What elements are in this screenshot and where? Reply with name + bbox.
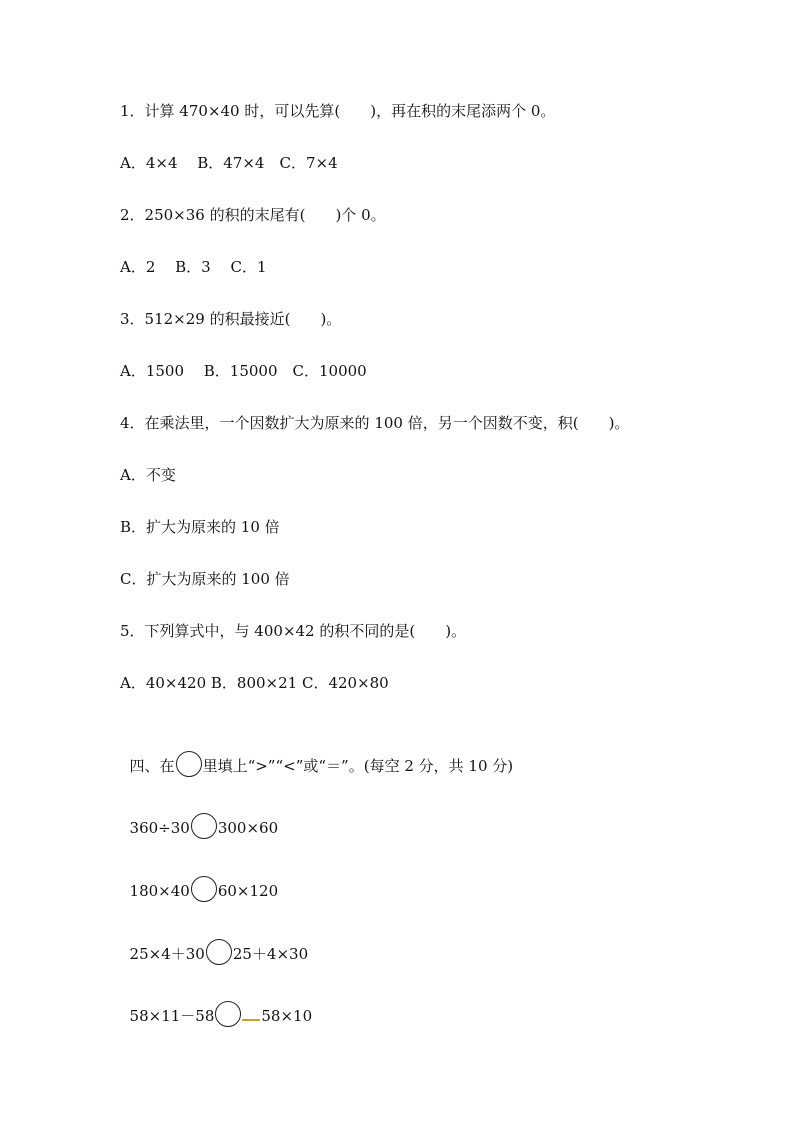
q4-stem: 4．在乘法里，一个因数扩大为原来的 100 倍，另一个因数不变，积( )。 — [120, 414, 630, 432]
q2-stem: 2．250×36 的积的末尾有( )个 0。 — [120, 206, 386, 224]
q4-option-c: C．扩大为原来的 100 倍 — [120, 570, 290, 588]
q4-option-b: B．扩大为原来的 10 倍 — [120, 518, 280, 536]
compare-left: 360÷30 — [129, 819, 190, 837]
q1-options: A．4×4 B．47×4 C．7×4 — [120, 154, 338, 172]
q4-option-a: A．不变 — [120, 466, 176, 484]
q3-stem: 3．512×29 的积最接近( )。 — [120, 310, 342, 328]
underline-mark — [242, 1019, 260, 1021]
q1-stem: 1．计算 470×40 时，可以先算( )，再在积的末尾添两个 0。 — [120, 102, 556, 120]
answer-circle[interactable] — [191, 876, 217, 902]
compare-left: 180×40 — [129, 882, 190, 900]
compare-row — [120, 798, 278, 839]
answer-circle[interactable] — [191, 813, 217, 839]
compare-right: 58×10 — [261, 1007, 313, 1025]
q2-options: A．2 B．3 C．1 — [120, 258, 267, 276]
compare-right: 60×120 — [217, 882, 279, 900]
q5-stem: 5．下列算式中，与 400×42 的积不同的是( )。 — [120, 622, 467, 640]
answer-circle[interactable] — [215, 1001, 241, 1027]
compare-row — [120, 986, 312, 1027]
circle-icon — [176, 751, 202, 777]
q3-options: A．1500 B．15000 C．10000 — [120, 362, 367, 380]
compare-right: 300×60 — [217, 819, 279, 837]
section4-title-suffix: 里填上“>”“<”或“＝”。(每空 2 分，共 10 分) — [202, 757, 514, 775]
answer-circle[interactable] — [206, 939, 232, 965]
compare-row — [120, 861, 278, 902]
compare-right: 25＋4×30 — [232, 945, 309, 963]
section4-title-prefix: 四、在 — [129, 757, 175, 775]
compare-row — [120, 924, 308, 965]
section4-title — [120, 736, 513, 777]
compare-left: 58×11－58 — [129, 1007, 215, 1025]
q5-options: A．40×420 B．800×21 C．420×80 — [120, 674, 389, 692]
compare-left: 25×4＋30 — [129, 945, 205, 963]
